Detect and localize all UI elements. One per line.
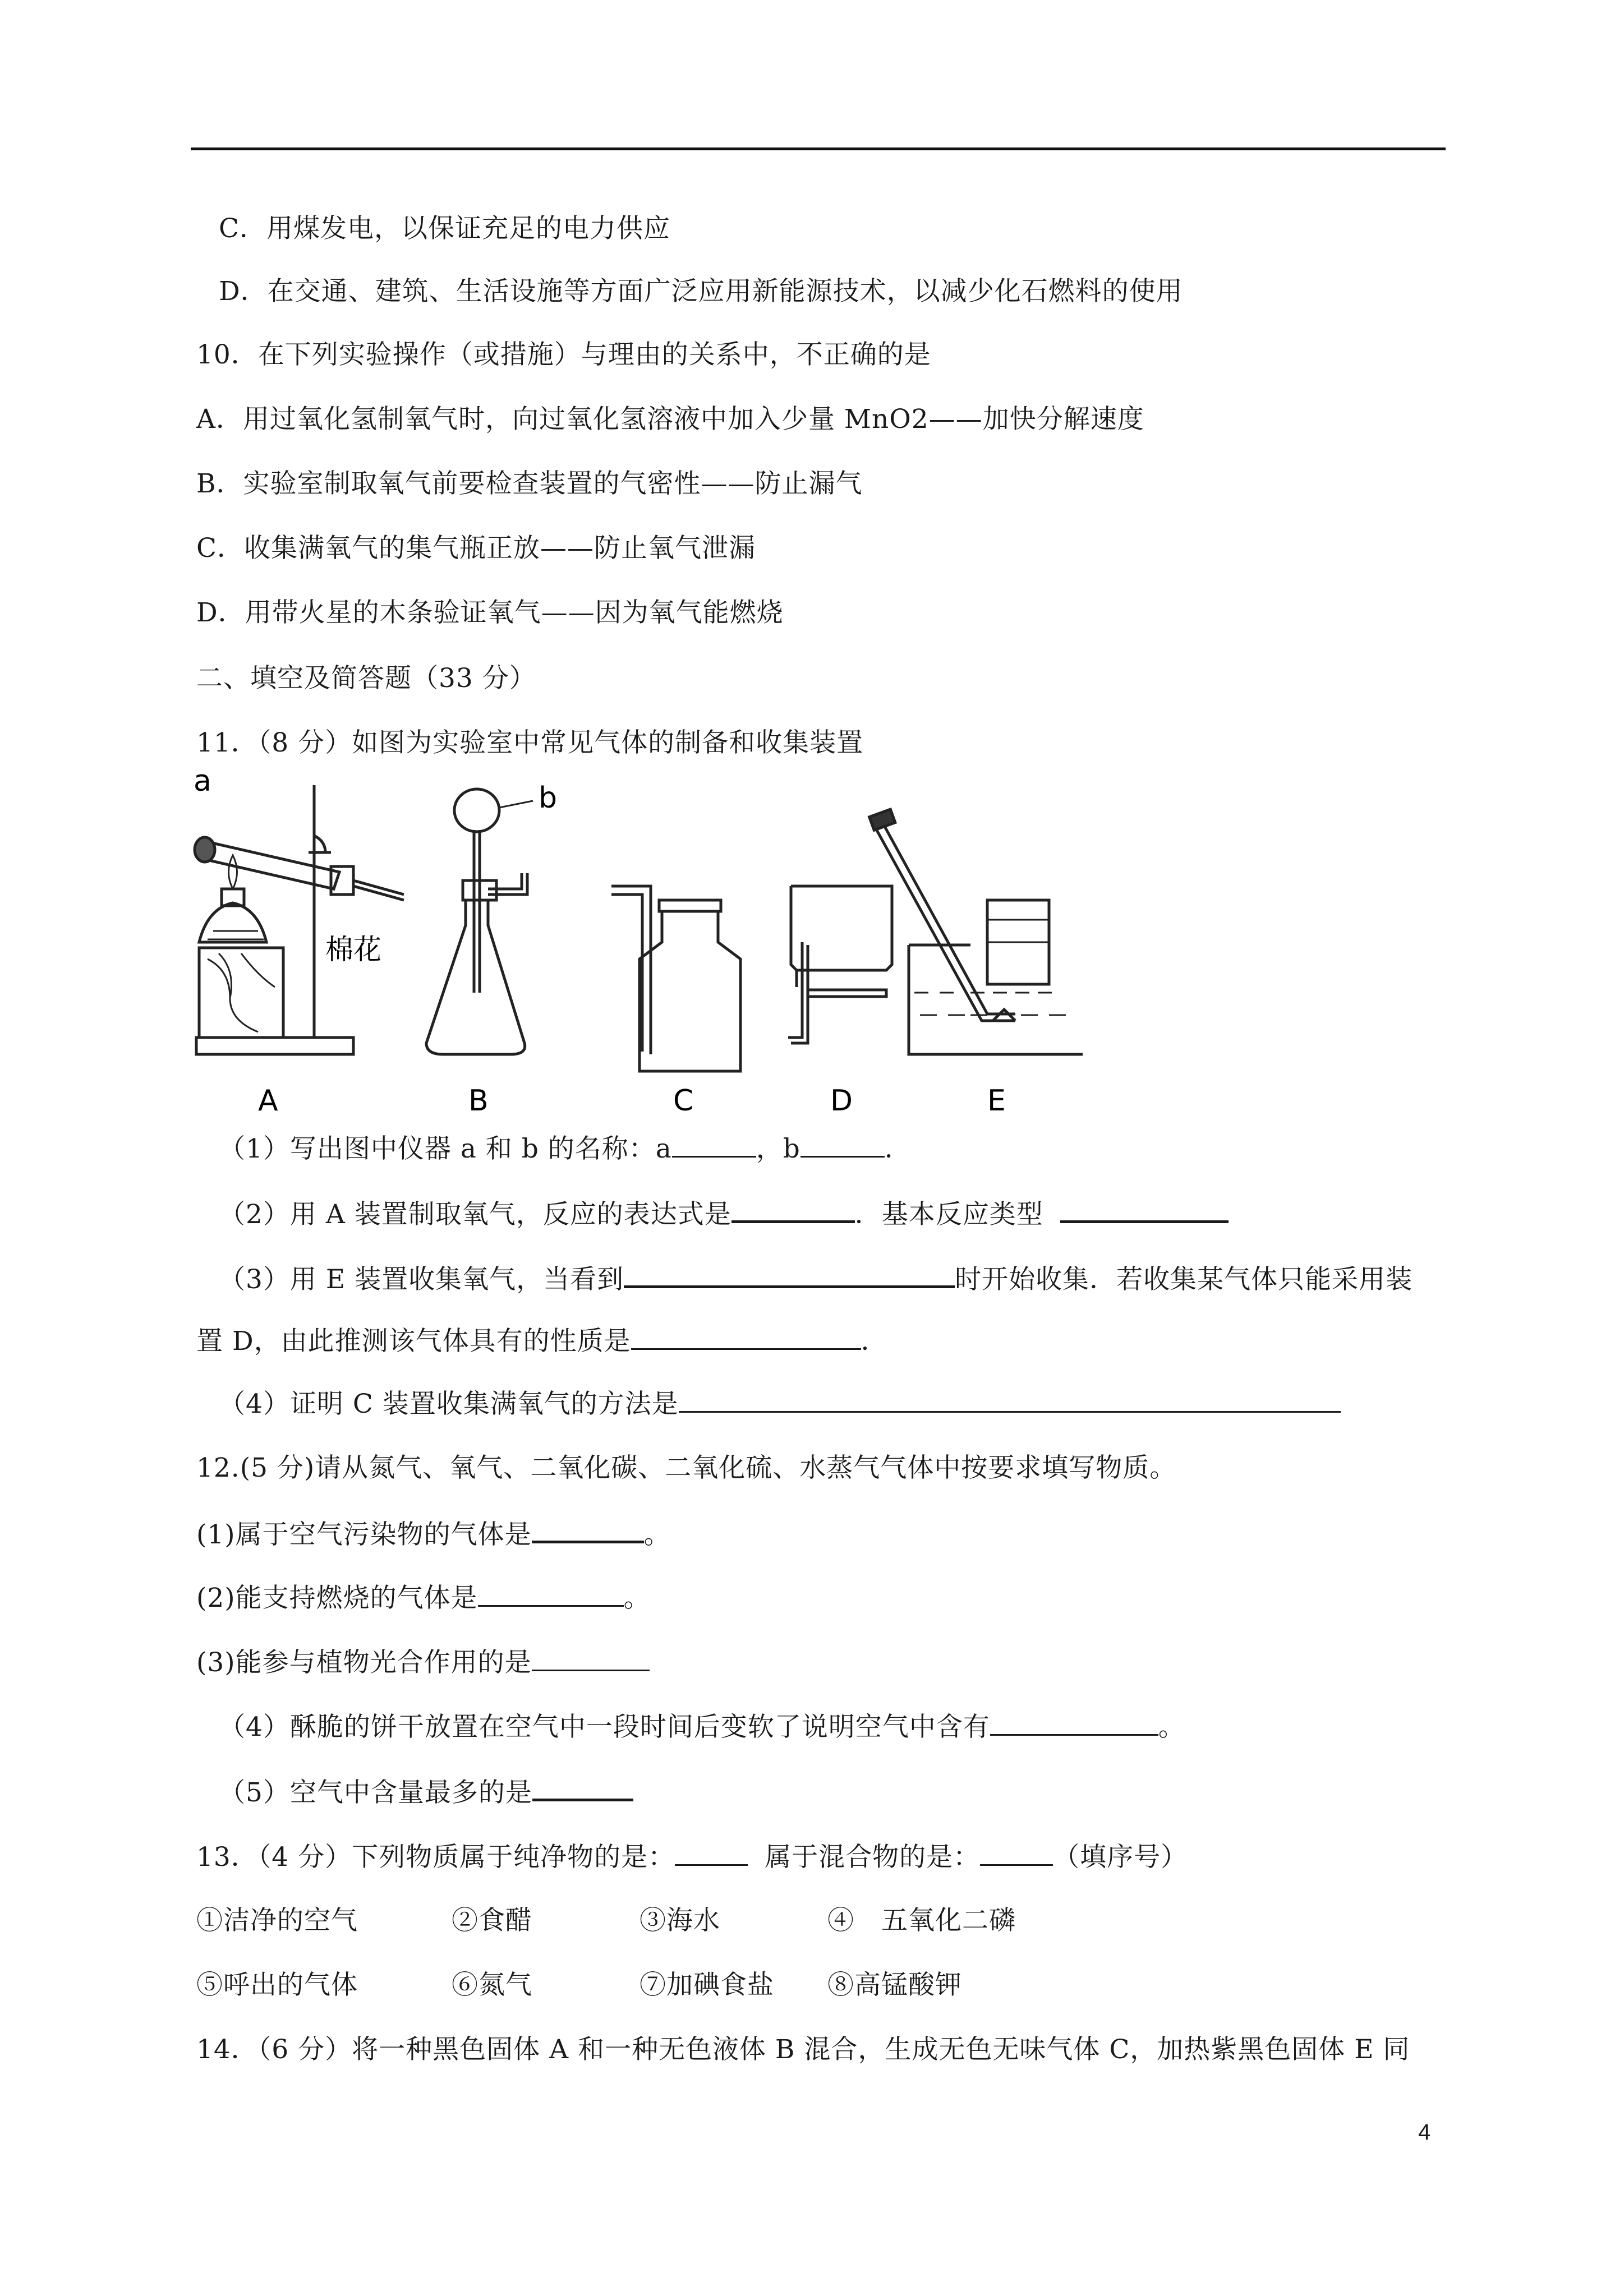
- answer-blank-mixture[interactable]: [980, 1839, 1053, 1866]
- page-number: 4: [1418, 2120, 1431, 2145]
- answer-blank-pollutant[interactable]: [532, 1516, 644, 1543]
- apparatus-e: [869, 809, 1083, 1054]
- question-12-part-4: （4）酥脆的饼干放置在空气中一段时间后变软了说明空气中含有 。: [219, 1709, 1185, 1744]
- question-11-part-2: （2）用 A 装置制取氧气，反应的表达式是 ．基本反应类型: [219, 1196, 1229, 1232]
- question-12-part-3: (3)能参与植物光合作用的是: [196, 1645, 650, 1680]
- question-12-part-2: (2)能支持燃烧的气体是 。: [196, 1580, 651, 1615]
- option-2: ②食醋: [452, 1905, 532, 1936]
- question-12-part-5: （5）空气中含量最多的是: [219, 1774, 633, 1810]
- apparatus-c: [611, 886, 740, 1071]
- apparatus-label-b: B: [468, 1084, 489, 1118]
- question-10-option-c: C．收集满氧气的集气瓶正放——防止氧气泄漏: [196, 533, 756, 564]
- option-d-new-energy: D．在交通、建筑、生活设施等方面广泛应用新能源技术，以减少化石燃料的使用: [219, 276, 1183, 307]
- label-b: b: [539, 781, 558, 815]
- answer-blank-method[interactable]: [679, 1386, 1341, 1413]
- apparatus-label-e: E: [987, 1084, 1006, 1118]
- option-3: ③海水: [640, 1905, 720, 1936]
- apparatus-label-d: D: [830, 1084, 853, 1118]
- apparatus-figure: [185, 774, 1083, 1122]
- apparatus-d: [788, 886, 892, 1043]
- answer-blank-most-abundant[interactable]: [532, 1774, 633, 1801]
- apparatus-b: [426, 789, 533, 1054]
- label-a: a: [194, 774, 211, 798]
- answer-blank-pure[interactable]: [675, 1839, 748, 1866]
- question-11-part-4: （4）证明 C 装置收集满氧气的方法是: [219, 1386, 1341, 1421]
- question-13-options-row-2: [196, 1968, 962, 2002]
- option-1: ①洁净的空气: [196, 1905, 358, 1936]
- option-4: ④ 五氧化二磷: [827, 1905, 1016, 1936]
- question-10: 10．在下列实验操作（或措施）与理由的关系中，不正确的是: [196, 339, 931, 370]
- question-11: 11．（8 分）如图为实验室中常见气体的制备和收集装置: [196, 727, 864, 758]
- label-cotton: 棉花: [325, 933, 381, 966]
- question-10-option-b: B．实验室制取氧气前要检查装置的气密性——防止漏气: [196, 468, 863, 499]
- question-13-options-row-1: [196, 1904, 1016, 1938]
- question-11-part-1: （1）写出图中仪器 a 和 b 的名称：a ，b ．: [219, 1131, 912, 1166]
- question-10-option-d: D．用带火星的木条验证氧气——因为氧气能燃烧: [196, 597, 784, 628]
- option-5: ⑤呼出的气体: [196, 1970, 358, 2000]
- answer-blank-when-collect[interactable]: [624, 1261, 955, 1288]
- apparatus-label-a: A: [258, 1084, 278, 1118]
- apparatus-label-c: C: [673, 1084, 694, 1118]
- header-rule: [191, 147, 1446, 150]
- option-c-coal: C．用煤发电，以保证充足的电力供应: [219, 213, 670, 244]
- option-8: ⑧高锰酸钾: [827, 1970, 962, 2000]
- question-11-part-3-cont: 置 D，由此推测该气体具有的性质是 ．: [196, 1324, 888, 1358]
- answer-blank-gas-property[interactable]: [631, 1324, 861, 1350]
- question-12-part-1: (1)属于空气污染物的气体是 。: [196, 1516, 671, 1552]
- question-10-option-a: A．用过氧化氢制氧气时，向过氧化氢溶液中加入少量 MnO2——加快分解速度: [196, 404, 1144, 435]
- option-6: ⑥氮气: [452, 1970, 532, 2000]
- answer-blank-combustion[interactable]: [478, 1580, 624, 1607]
- question-13: 13．（4 分）下列物质属于纯净物的是： 属于混合物的是： （填序号）: [196, 1839, 1188, 1874]
- question-12: 12.(5 分)请从氮气、氧气、二氧化碳、二氧化硫、水蒸气气体中按要求填写物质。: [196, 1453, 1177, 1483]
- question-14: 14．（6 分）将一种黑色固体 A 和一种无色液体 B 混合，生成无色无味气体 C，加热紫黑色固体 E 同: [196, 2034, 1410, 2065]
- answer-blank-water-vapor[interactable]: [990, 1709, 1158, 1736]
- answer-blank-expression[interactable]: [732, 1196, 855, 1223]
- question-11-part-3: （3）用 E 装置收集氧气，当看到 时开始收集．若收集某气体只能采用装: [219, 1261, 1413, 1297]
- section-2-title: 二、填空及简答题（33 分）: [196, 663, 536, 694]
- apparatus-a: [195, 785, 404, 1054]
- answer-blank-b[interactable]: [801, 1131, 885, 1158]
- option-7: ⑦加碘食盐: [640, 1970, 774, 2000]
- answer-blank-photosynthesis[interactable]: [532, 1645, 650, 1671]
- answer-blank-a[interactable]: [672, 1131, 756, 1158]
- answer-blank-reaction-type[interactable]: [1060, 1196, 1229, 1223]
